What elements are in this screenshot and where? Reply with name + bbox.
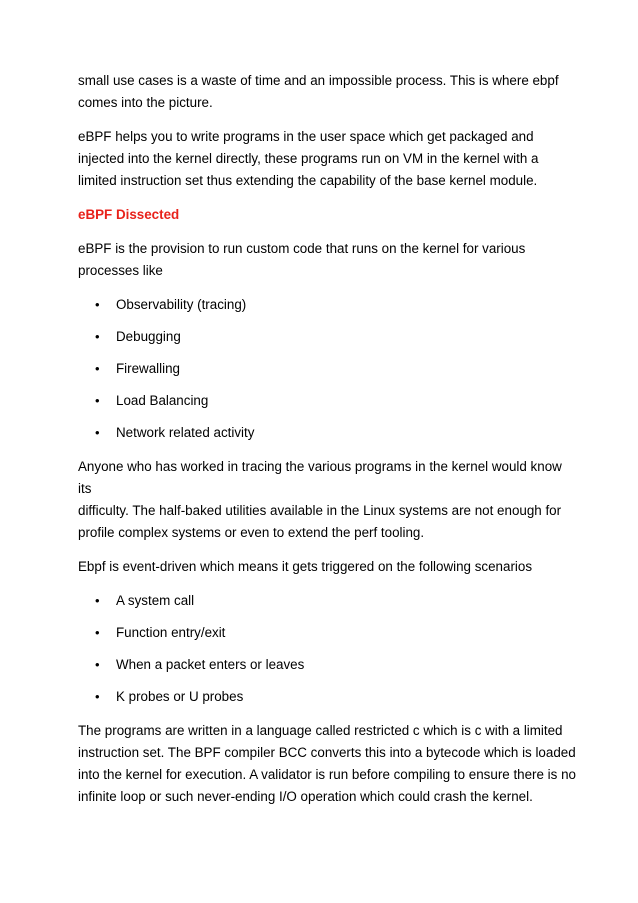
paragraph-intro: small use cases is a waste of time and an impossible process. This is where ebpf comes into the picture. [78,73,559,110]
bullet-icon: • [95,297,100,312]
section-heading: eBPF Dissected [78,207,180,222]
list-item: • A system call [78,590,578,612]
paragraph-ebpf-overview: eBPF helps you to write programs in the user space which get packaged and injected into the kernel directly, these programs run on VM in the kernel with a limited instruction set thus extending the capability of the base kernel module. [78,129,539,188]
bullet-icon: • [95,425,100,440]
bullet-icon: • [95,361,100,376]
bullet-icon: • [95,329,100,344]
list-item: • Firewalling [78,358,578,380]
list-item: • K probes or U probes [78,686,578,708]
scenario-list [78,590,578,708]
list-item: • Debugging [78,326,578,348]
bullet-icon: • [95,657,100,672]
process-list [78,294,578,444]
paragraph-tracing: Anyone who has worked in tracing the various programs in the kernel would know its difficulty. The half-baked utilities available in the Linux systems are not enough for profile complex systems or even to extend the perf tooling. [78,459,562,540]
list-item: • Network related activity [78,422,578,444]
list-item: • Function entry/exit [78,622,578,644]
bullet-icon: • [95,689,100,704]
document-page [78,70,578,820]
bullet-icon: • [95,593,100,608]
bullet-icon: • [95,393,100,408]
list-item: • Load Balancing [78,390,578,412]
bullet-icon: • [95,625,100,640]
paragraph-provision: eBPF is the provision to run custom code that runs on the kernel for various processes like [78,241,526,278]
paragraph-restricted-c: The programs are written in a language called restricted c which is c with a limited instruction set. The BPF compiler BCC converts this into a bytecode which is loaded into the kernel for execution. A validator is run before compiling to ensure there is no infinite loop or such never-ending I/O operation which could crash the kernel. [78,723,576,804]
list-item: • When a packet enters or leaves [78,654,578,676]
paragraph-event-driven: Ebpf is event-driven which means it gets triggered on the following scenarios [78,559,533,574]
list-item: • Observability (tracing) [78,294,578,316]
